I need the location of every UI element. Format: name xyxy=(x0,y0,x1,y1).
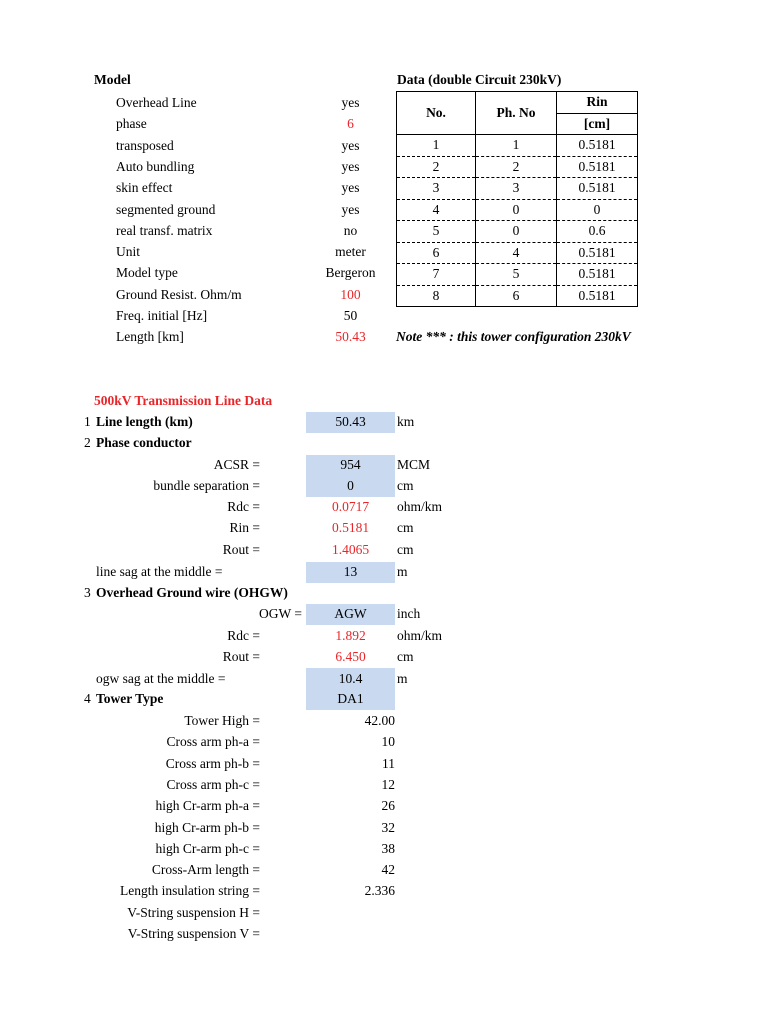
ogw-sag-unit: m xyxy=(397,671,408,686)
model-value: yes xyxy=(341,95,360,110)
cell-ph-no: 0 xyxy=(476,199,557,221)
acsr-label: ACSR = xyxy=(213,457,260,472)
cell-rin: 0.5181 xyxy=(557,135,638,157)
tower-param-label: Tower High = xyxy=(184,713,260,728)
table-row xyxy=(397,221,638,243)
bundle-label: bundle separation = xyxy=(153,478,260,493)
model-label: Model type xyxy=(116,265,178,281)
model-value: yes xyxy=(341,158,360,174)
line-data-title: 500kV Transmission Line Data xyxy=(94,393,273,408)
model-label: Ground Resist. Ohm/m xyxy=(116,286,242,302)
ogw-unit: inch xyxy=(397,606,421,621)
model-value: 100 xyxy=(340,286,361,302)
cell-no: 6 xyxy=(397,242,476,264)
ogw-rdc-value: 1.892 xyxy=(335,628,366,643)
tower-type-value: DA1 xyxy=(337,691,364,706)
line-length-unit: km xyxy=(397,414,415,429)
ogw-rdc-unit: ohm/km xyxy=(397,628,443,643)
cell-no: 3 xyxy=(397,178,476,200)
section-1-number: 1 xyxy=(84,414,91,429)
cell-rin: 0.5181 xyxy=(557,178,638,200)
ogw-sag-label: ogw sag at the middle = xyxy=(96,671,226,686)
model-value: Bergeron xyxy=(325,265,376,281)
table-row xyxy=(397,242,638,264)
ogw-rout-value: 6.450 xyxy=(335,649,366,664)
rin-unit: cm xyxy=(397,520,414,535)
header-rin-unit: [cm] xyxy=(557,113,638,135)
rdc-value: 0.0717 xyxy=(331,499,370,514)
section-4-label: Tower Type xyxy=(96,691,164,706)
cell-no: 5 xyxy=(397,221,476,243)
table-row xyxy=(397,264,638,286)
ogw-sag-value: 10.4 xyxy=(338,671,363,686)
model-value: yes xyxy=(341,137,360,153)
tower-param-label: high Cr-arm ph-c = xyxy=(155,840,260,856)
tower-param-label: Length insulation string = xyxy=(120,883,260,899)
bundle-unit: cm xyxy=(397,478,414,493)
tower-note: Note *** : this tower configuration 230kV xyxy=(396,329,631,344)
model-label: phase xyxy=(116,116,147,132)
table-row xyxy=(397,178,638,200)
tower-param-label: Cross arm ph-b = xyxy=(165,755,260,771)
model-label: segmented ground xyxy=(116,201,216,217)
model-value: meter xyxy=(335,244,366,260)
rin-value: 0.5181 xyxy=(331,520,370,535)
cell-rin: 0.5181 xyxy=(557,242,638,264)
model-label: Overhead Line xyxy=(116,95,197,110)
ogw-value: AGW xyxy=(334,606,367,621)
header-no: No. xyxy=(397,92,476,135)
line-sag-unit: m xyxy=(397,564,408,579)
cell-no: 2 xyxy=(397,156,476,178)
model-title: Model xyxy=(94,72,131,87)
cell-no: 4 xyxy=(397,199,476,221)
tower-param-label: Cross arm ph-a = xyxy=(166,734,260,750)
phase-table xyxy=(396,91,638,307)
tower-param-value: 10 xyxy=(381,734,395,750)
section-2-label: Phase conductor xyxy=(96,435,192,450)
cell-rin: 0.6 xyxy=(557,221,638,243)
model-label: Length [km] xyxy=(116,329,184,345)
bundle-value: 0 xyxy=(347,478,354,493)
cell-ph-no: 6 xyxy=(476,285,557,307)
tower-param-label: V-String suspension H = xyxy=(127,904,260,920)
cell-rin: 0 xyxy=(557,199,638,221)
model-value: 50 xyxy=(343,308,358,323)
data-table-title: Data (double Circuit 230kV) xyxy=(397,72,562,87)
ogw-rdc-label: Rdc = xyxy=(227,628,260,643)
rdc-label: Rdc = xyxy=(227,499,260,514)
tower-param-value: 38 xyxy=(381,840,395,856)
model-label: Freq. initial [Hz] xyxy=(116,308,208,323)
ogw-rout-unit: cm xyxy=(397,649,414,664)
model-value: 50.43 xyxy=(335,329,366,345)
cell-ph-no: 0 xyxy=(476,221,557,243)
header-ph-no: Ph. No xyxy=(476,92,557,135)
acsr-value: 954 xyxy=(340,457,361,472)
cell-rin: 0.5181 xyxy=(557,264,638,286)
model-label: transposed xyxy=(116,137,174,153)
rout-value: 1.4065 xyxy=(331,542,370,557)
tower-param-value: 2.336 xyxy=(364,883,395,899)
cell-ph-no: 1 xyxy=(476,135,557,157)
model-label: skin effect xyxy=(116,180,173,196)
cell-no: 1 xyxy=(397,135,476,157)
tower-param-label: high Cr-arm ph-b = xyxy=(154,819,260,835)
cell-ph-no: 3 xyxy=(476,178,557,200)
rout-unit: cm xyxy=(397,542,414,557)
section-1-label: Line length (km) xyxy=(96,414,193,429)
cell-no: 8 xyxy=(397,285,476,307)
model-value: no xyxy=(343,222,358,238)
tower-param-label: Cross arm ph-c = xyxy=(166,776,260,792)
section-3-number: 3 xyxy=(84,585,91,600)
ogw-label: OGW = xyxy=(259,606,302,621)
ogw-rout-label: Rout = xyxy=(222,649,260,664)
tower-param-value: 12 xyxy=(381,776,395,792)
line-sag-value: 13 xyxy=(343,564,358,579)
cell-rin: 0.5181 xyxy=(557,285,638,307)
acsr-unit: MCM xyxy=(397,457,431,472)
header-rin: Rin xyxy=(557,92,638,114)
tower-param-value: 42 xyxy=(381,862,395,878)
cell-ph-no: 2 xyxy=(476,156,557,178)
section-4-number: 4 xyxy=(84,691,91,706)
cell-rin: 0.5181 xyxy=(557,156,638,178)
rout-label: Rout = xyxy=(222,542,260,557)
tower-param-value: 26 xyxy=(381,798,395,814)
tower-param-value: 42.00 xyxy=(364,713,395,728)
cell-ph-no: 4 xyxy=(476,242,557,264)
line-sag-label: line sag at the middle = xyxy=(96,564,223,579)
rin-label: Rin = xyxy=(229,520,260,535)
cell-no: 7 xyxy=(397,264,476,286)
model-value: 6 xyxy=(347,116,354,132)
tower-param-label: V-String suspension V = xyxy=(127,926,260,941)
model-value: yes xyxy=(341,201,360,217)
section-3-label: Overhead Ground wire (OHGW) xyxy=(96,585,288,600)
model-label: Unit xyxy=(116,244,141,260)
cell-ph-no: 5 xyxy=(476,264,557,286)
rdc-unit: ohm/km xyxy=(397,499,443,514)
table-row xyxy=(397,135,638,157)
tower-param-value: 32 xyxy=(381,819,395,835)
table-row xyxy=(397,285,638,307)
tower-param-label: high Cr-arm ph-a = xyxy=(155,798,260,814)
model-label: Auto bundling xyxy=(116,158,195,174)
tower-param-label: Cross-Arm length = xyxy=(151,862,260,878)
line-length-value: 50.43 xyxy=(335,414,366,429)
section-2-number: 2 xyxy=(84,435,91,450)
model-value: yes xyxy=(341,180,360,196)
table-row xyxy=(397,156,638,178)
model-label: real transf. matrix xyxy=(116,222,213,238)
tower-param-value: 11 xyxy=(382,755,395,771)
table-row xyxy=(397,199,638,221)
